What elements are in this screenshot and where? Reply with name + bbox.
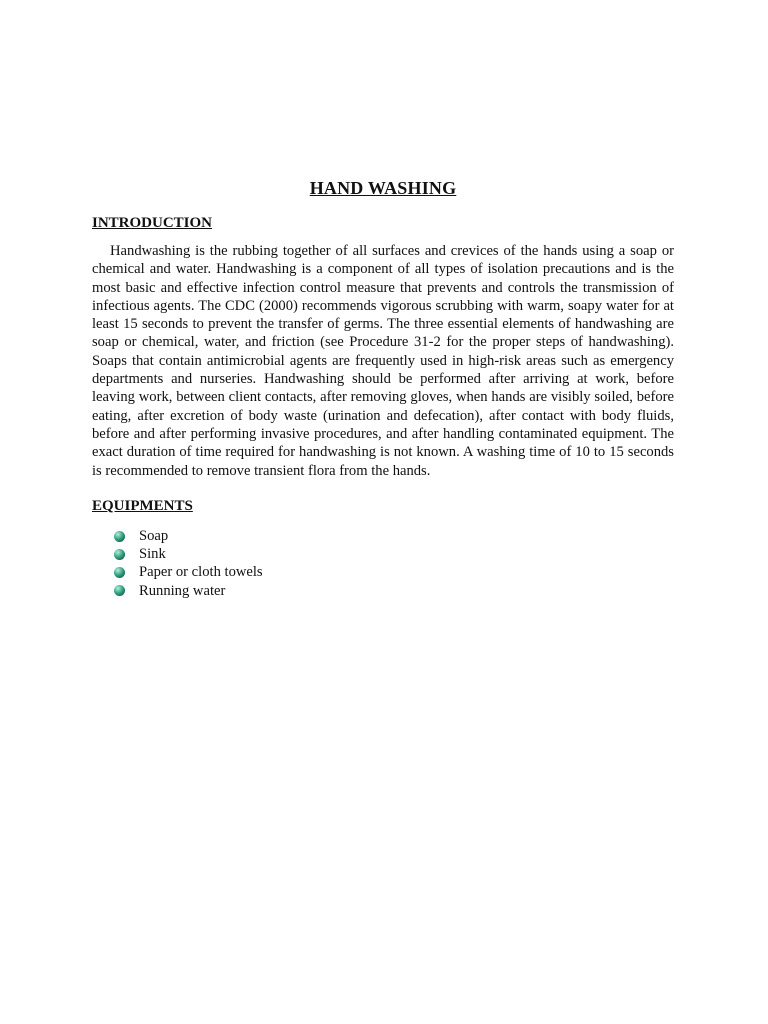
document-page (92, 178, 674, 600)
list-item (114, 545, 674, 563)
list-item (114, 582, 674, 600)
document-title: HAND WASHING (309, 178, 457, 198)
introduction-heading: INTRODUCTION (92, 215, 213, 231)
equipment-item-label: Soap (139, 527, 169, 544)
list-item (114, 563, 674, 581)
equipment-item-label: Sink (139, 546, 166, 563)
green-sphere-icon (114, 531, 125, 542)
equipment-item-label: Paper or cloth towels (139, 564, 263, 581)
equipment-item-label: Running water (139, 582, 226, 599)
green-sphere-icon (114, 567, 125, 578)
green-sphere-icon (114, 585, 125, 596)
introduction-paragraph: Handwashing is the rubbing together of all surfaces and crevices of the hands using a soap or chemical and water. Handwashing is a component of all types of isolation precautions and is the most basic and effective infection control measure that prevents and controls the transmission of infectious agents. The CDC (2000) recommends vigorous scrubbing with warm, soapy water for at least 15 seconds to prevent the transfer of germs. The three essential elements of handwashing are soap or chemical, water, and friction (see Procedure 31-2 for the proper steps of handwashing). Soaps that contain antimicrobial agents are frequently used in high-risk areas such as emergency departments and nurseries. Handwashing should be performed after arriving at work, before leaving work, between client contacts, after removing gloves, when hands are visibly soiled, before eating, after excretion of body waste (urination and defecation), after contact with body fluids, before and after performing invasive procedures, and after handling contaminated equipment. The exact duration of time required for handwashing is not known. A washing time of 10 to 15 seconds is recommended to remove transient flora from the hands. (92, 243, 674, 479)
equipment-list (92, 527, 674, 600)
list-item (114, 527, 674, 545)
green-sphere-icon (114, 549, 125, 560)
equipments-heading: EQUIPMENTS (92, 497, 193, 514)
